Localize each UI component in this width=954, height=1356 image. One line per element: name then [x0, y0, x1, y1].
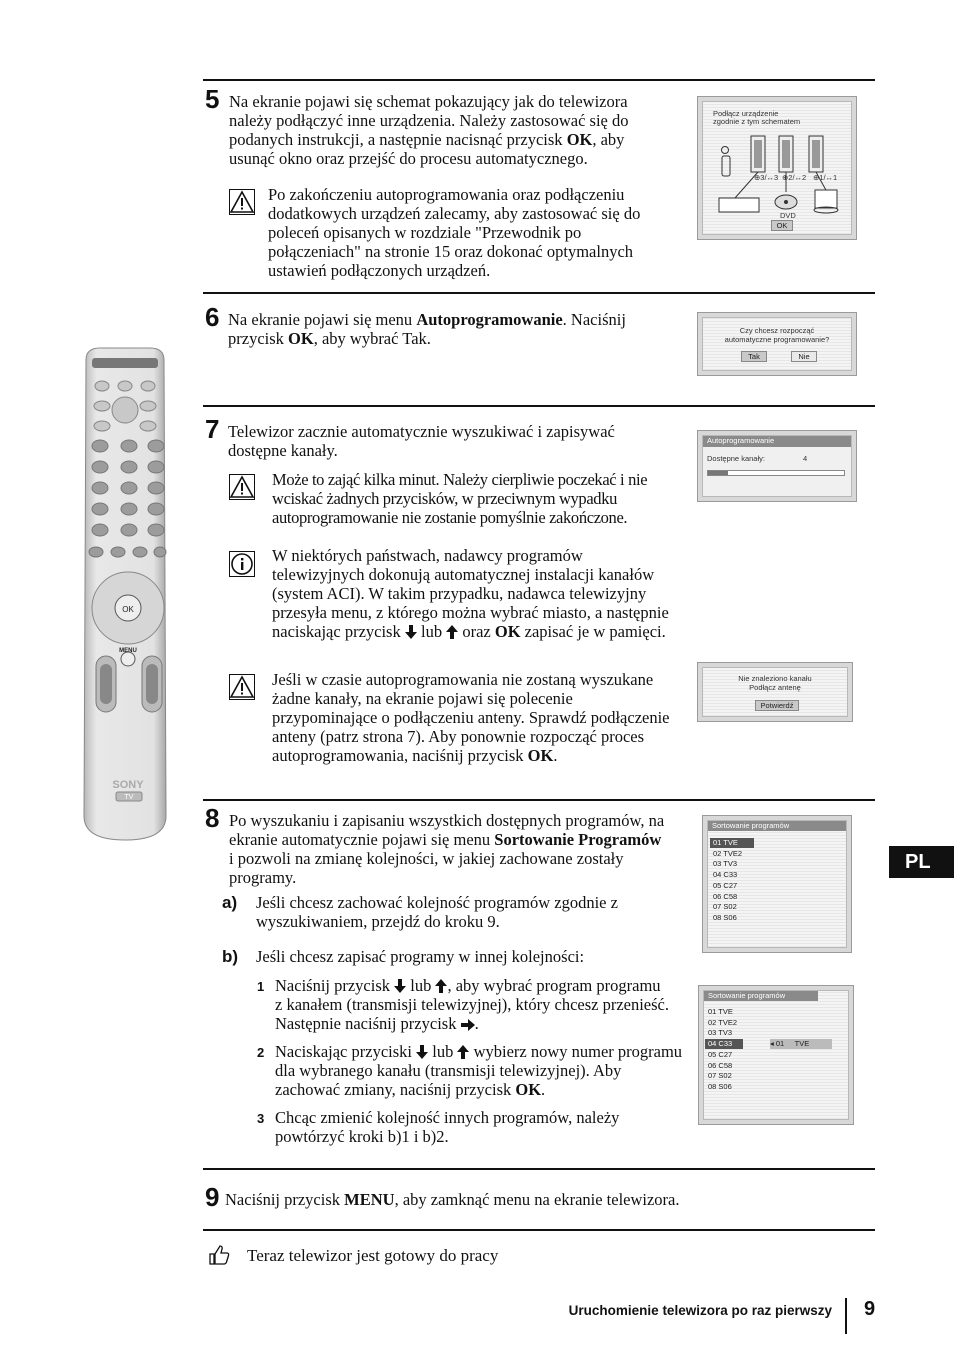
step-7-warning: Może to zająć kilka minut. Należy cierpliwie poczekać i nie wciskać żadnych przycisków, w przeciwnym wypadku autoprogramowanie nie zostanie pomyślnie zakończone.	[272, 470, 648, 527]
program-row[interactable]: 07 S02	[713, 902, 737, 912]
thumbs-up-icon	[207, 1243, 231, 1267]
sort-title: Sortowanie programów	[708, 821, 846, 831]
arrow-down-icon	[405, 625, 417, 639]
step-8-number: 8	[205, 803, 220, 833]
program-row[interactable]: 08 S06	[708, 1081, 732, 1091]
program-row[interactable]: 04 C33	[705, 1039, 743, 1049]
remote-tv-label: TV	[124, 794, 134, 801]
screen-line-2: zgodnie z tym schematem	[713, 117, 801, 126]
progress-title: Autoprogramowanie	[703, 436, 851, 447]
rule-step7	[203, 405, 875, 407]
substep-2-number: 2	[257, 1045, 265, 1060]
step-9-text: Naciśnij przycisk MENU, aby zamknąć menu na ekranie telewizora.	[225, 1190, 680, 1209]
step-5-number: 5	[205, 84, 220, 114]
step-9-number: 9	[205, 1182, 220, 1212]
confirm-line-2: automatyczne programowanie?	[724, 335, 830, 344]
remote-menu-label: MENU	[119, 648, 137, 654]
no-channel-line-1: Nie znaleziono kanału	[738, 674, 812, 683]
substep-1-text: Naciśnij przycisk lub , aby wybrać program programu z kanałem (transmisji telewizyjnej), który chcesz przenieść. Następnie naciśnij przycisk .	[275, 976, 670, 1033]
ready-text: Teraz telewizor jest gotowy do pracy	[247, 1246, 499, 1265]
step-6-text: Na ekranie pojawi się menu Autoprogramowanie. Naciśnij przycisk OK, aby wybrać Tak.	[228, 310, 626, 348]
program-row[interactable]: 01 TVE	[708, 1007, 733, 1016]
screen-ok-button[interactable]: OK	[771, 220, 793, 231]
program-row[interactable]: 04 C33	[713, 870, 738, 880]
progress-bar	[707, 470, 845, 476]
step-6-number: 6	[205, 302, 220, 332]
autoprogram-progress-screen	[697, 430, 857, 502]
program-row[interactable]: 05 C27	[713, 880, 738, 890]
info-icon	[229, 551, 255, 577]
program-row[interactable]: 06 C58	[713, 891, 738, 901]
step-8-b-label: b)	[222, 947, 239, 966]
program-row[interactable]: 03 TV3	[708, 1028, 733, 1038]
rule-step9	[203, 1168, 875, 1170]
arrow-up-icon	[435, 979, 447, 993]
arrow-up-icon	[457, 1045, 469, 1059]
no-channel-screen	[697, 662, 853, 722]
dvd-label: DVD	[780, 211, 796, 220]
program-row[interactable]: 08 S06	[713, 912, 737, 922]
remote-brand: SONY	[112, 779, 144, 791]
rule-ready	[203, 1229, 875, 1231]
progress-fill	[708, 471, 728, 475]
confirm-line-1: Czy chcesz rozpocząć	[739, 326, 815, 335]
substep-3-number: 3	[257, 1111, 265, 1126]
arrow-right-icon	[461, 1019, 475, 1031]
program-sort-screen	[702, 815, 852, 953]
scart-label-3: ⊕3/↔3	[754, 173, 779, 182]
step-8-a-label: a)	[222, 893, 238, 912]
no-channel-line-2: Podłącz antenę	[749, 683, 801, 692]
substep-1-number: 1	[257, 979, 265, 994]
program-row[interactable]: 01 TVE	[710, 838, 754, 848]
step-5-text: Na ekranie pojawi się schemat pokazujący jak do telewizora należy podłączyć inne urządzenia. Należy zastosować się do podanych instrukcji, a następnie nacisnąć przycisk OK, aby usunąć okno oraz przejść do procesu automatycznego.	[229, 92, 629, 168]
rule-top	[203, 79, 875, 81]
arrow-down-icon	[394, 979, 406, 993]
move-left-icon: ◂	[770, 1039, 776, 1048]
rule-step8	[203, 799, 875, 801]
scart-label-1: ⊕1/↔1	[813, 173, 838, 182]
step-7-info: W niektórych państwach, nadawcy programów telewizyjnych dokonują automatycznej instalacji kanałów (system ACI). W takim przypadku, nadawca telewizyjny przesyła menu, z którego można wybrać miasto, a następnie naciskając przycisk lub oraz OK zapisać je w pamięci.	[272, 546, 669, 641]
channels-count: 4	[803, 454, 808, 463]
yes-button[interactable]: Tak	[741, 351, 767, 362]
footer-divider	[845, 1298, 847, 1334]
scart-label-2: ⊕2/↔2	[782, 173, 807, 182]
step-7-number: 7	[205, 414, 220, 444]
program-row[interactable]: 02 TVE2	[713, 848, 743, 858]
screen-line-1: Podłącz urządzenie	[713, 109, 779, 118]
language-tab: PL	[889, 846, 954, 878]
footer-title: Uruchomienie telewizora po raz pierwszy	[568, 1303, 832, 1318]
step-7-text: Telewizor zacznie automatycznie wyszukiwać i zapisywać dostępne kanały.	[228, 422, 615, 460]
step-8-a-text: Jeśli chcesz zachować kolejność programów zgodnie z wyszukiwaniem, przejdź do kroku 9.	[256, 893, 618, 931]
program-row[interactable]: 02 TVE2	[708, 1017, 738, 1027]
move-target: ◂ 01 TVE	[770, 1039, 832, 1049]
substep-2-text: Naciskając przyciski lub wybierz nowy numer programu dla wybranego kanału (transmisji telewizyjnej). Aby zachować zmiany, naciśnij przycisk OK.	[275, 1042, 683, 1099]
confirm-button[interactable]: Potwierdź	[755, 700, 799, 711]
remote-control-image	[82, 346, 168, 842]
page-number: 9	[864, 1298, 876, 1320]
channels-label: Dostępne kanały:	[707, 454, 765, 463]
substep-3-text: Chcąc zmienić kolejność innych programów, należy powtórzyć kroki b)1 i b)2.	[275, 1108, 620, 1146]
sort-title: Sortowanie programów	[704, 991, 818, 1001]
no-button[interactable]: Nie	[791, 351, 817, 362]
warning-icon	[229, 674, 255, 700]
autoprogram-confirm-screen	[697, 312, 857, 376]
step-5-warning: Po zakończeniu autoprogramowania oraz podłączeniu dodatkowych urządzeń zalecamy, aby zastosować się do poleceń opisanych w rozdziale "Przewodnik po połączeniach" na stronie 15 oraz dokonać optymalnych ustawień podłączonych urządzeń.	[268, 185, 641, 280]
warning-icon	[229, 474, 255, 500]
step-7-warning-2: Jeśli w czasie autoprogramowania nie zostaną wyszukane żadne kanały, na ekranie pojawi się polecenie przypominające o podłączeniu anteny. Sprawdź podłączenie anteny (patrz strona 7). Aby ponownie rozpocząć proces autoprogramowania, naciśnij przycisk OK.	[272, 670, 670, 765]
program-row[interactable]: 03 TV3	[713, 859, 738, 869]
program-sort-move-screen	[698, 985, 854, 1125]
step-8-text: Po wyszukaniu i zapisaniu wszystkich dostępnych programów, na ekranie automatycznie pojawi się menu Sortowanie Programów i pozwoli na zmianę kolejności, w jakiej zachowane zostały programy.	[229, 811, 665, 887]
program-row[interactable]: 06 C58	[708, 1060, 733, 1070]
remote-ok-label: OK	[122, 605, 134, 614]
connection-diagram-screen	[697, 96, 857, 240]
program-row[interactable]: 07 S02	[708, 1071, 732, 1081]
arrow-down-icon	[416, 1045, 428, 1059]
arrow-up-icon	[446, 625, 458, 639]
warning-icon	[229, 189, 255, 215]
step-8-b-text: Jeśli chcesz zapisać programy w innej kolejności:	[256, 947, 585, 966]
program-row[interactable]: 05 C27	[708, 1049, 733, 1059]
rule-step6	[203, 292, 875, 294]
